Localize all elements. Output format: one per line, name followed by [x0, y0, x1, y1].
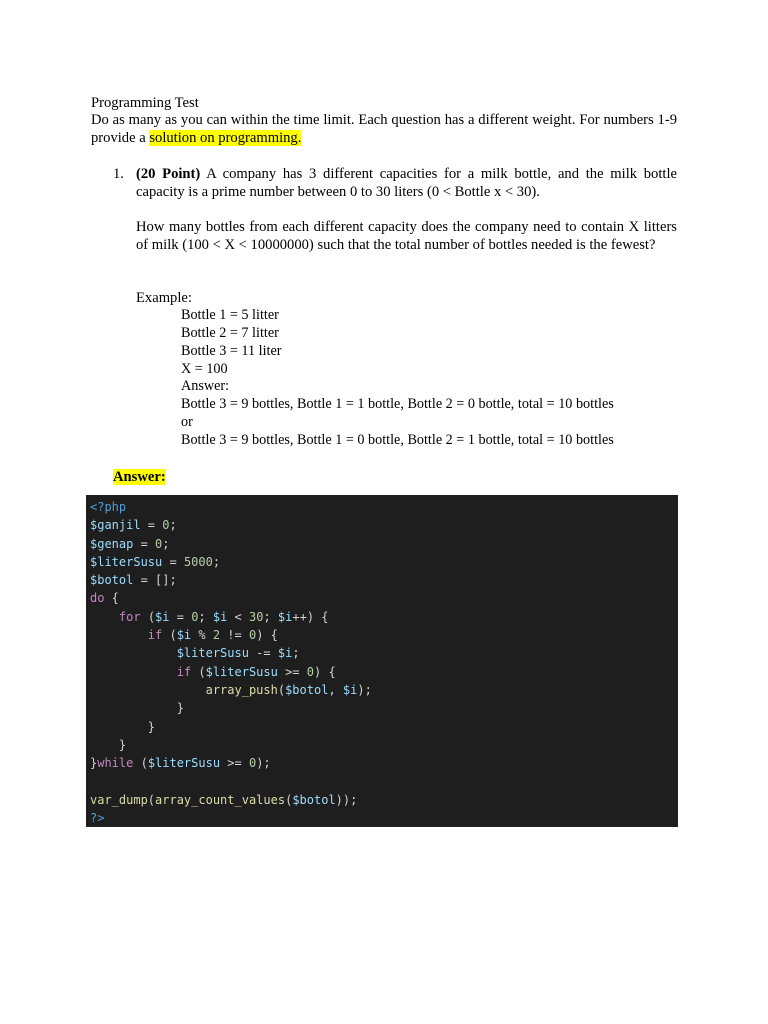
- instructions-paragraph: [91, 111, 677, 147]
- code-token: if: [147, 628, 163, 643]
- code-line: [86, 772, 678, 790]
- code-token: ;: [162, 536, 170, 551]
- example-line: Bottle 3 = 9 bottles, Bottle 1 = 0 bottle, Bottle 2 = 1 bottle, total = 10 bottles: [181, 431, 614, 448]
- question-points: (20 Point): [136, 166, 201, 182]
- code-token: $i: [277, 609, 293, 624]
- code-token: (: [277, 682, 286, 697]
- code-token: ) {: [314, 664, 336, 679]
- code-token: [90, 665, 177, 679]
- code-token: ;: [169, 518, 177, 533]
- answer-label-wrapper: [113, 468, 166, 486]
- code-token: $literSusu: [90, 554, 163, 569]
- code-line: [86, 663, 678, 681]
- code-token: !=: [220, 628, 249, 643]
- code-token: );: [357, 682, 372, 697]
- code-token: ) {: [256, 628, 278, 643]
- question-number: 1.: [113, 166, 124, 182]
- example-line: Answer:: [181, 378, 230, 395]
- code-token: 30: [249, 609, 264, 624]
- code-token: 0: [306, 664, 314, 679]
- code-token: $botol: [90, 573, 134, 588]
- code-token: ;: [263, 609, 278, 624]
- code-token: =: [140, 518, 163, 533]
- instructions-text: Do as many as you can within the time limit. Each question has a different weight. For numbers 1-9 provide a: [91, 112, 677, 146]
- code-line: [86, 589, 678, 607]
- code-token: $literSusu: [205, 664, 278, 679]
- code-token: (: [147, 792, 156, 807]
- code-token: (: [285, 792, 293, 807]
- code-token: (: [133, 756, 148, 771]
- code-token: -=: [248, 646, 278, 661]
- code-token: ?>: [90, 811, 105, 826]
- code-token: $botol: [285, 682, 329, 697]
- code-token: {: [104, 591, 119, 606]
- example-label: Example:: [136, 290, 192, 306]
- code-token: }: [90, 756, 98, 771]
- answer-label: Answer:: [113, 469, 166, 485]
- code-line: [86, 699, 678, 717]
- example-line: X = 100: [181, 360, 228, 377]
- highlighted-instruction: solution on programming.: [149, 130, 302, 146]
- code-token: = [];: [133, 573, 177, 588]
- code-token: =: [169, 609, 192, 624]
- code-token: $i: [176, 628, 192, 643]
- code-token: =: [162, 554, 184, 569]
- code-line: [86, 736, 678, 754]
- code-token: <: [227, 609, 250, 624]
- code-token: %: [191, 628, 213, 643]
- code-line: [86, 644, 678, 662]
- code-token: (: [140, 609, 156, 624]
- question-paragraph-2: How many bottles from each different capacity does the company need to contain X litters of milk (100 < X < 10000000) such that the total number of bottles needed is the fewest?: [136, 219, 677, 253]
- code-token: 2: [212, 628, 221, 643]
- code-token: [90, 683, 206, 697]
- code-line: [86, 718, 678, 736]
- code-token: 0: [162, 518, 170, 533]
- code-token: }: [90, 719, 156, 734]
- code-token: [90, 646, 177, 660]
- code-token: [90, 610, 119, 624]
- code-token: ;: [198, 609, 213, 624]
- example-line: or: [181, 414, 193, 431]
- code-token: $genap: [90, 536, 134, 551]
- code-token: 0: [248, 628, 257, 643]
- code-line: [86, 791, 678, 809]
- code-token: $botol: [292, 792, 336, 807]
- code-token: ;: [292, 646, 300, 661]
- code-line: [86, 553, 678, 571]
- code-token: $ganjil: [90, 518, 141, 533]
- code-line: [86, 809, 678, 827]
- code-token: for: [118, 609, 141, 624]
- code-token: while: [97, 756, 134, 771]
- question-paragraph-1: [136, 165, 677, 201]
- code-token: 5000: [183, 554, 213, 569]
- example-line: Bottle 3 = 9 bottles, Bottle 1 = 1 bottle, Bottle 2 = 0 bottle, total = 10 bottles: [181, 396, 614, 413]
- code-token: $literSusu: [176, 646, 249, 661]
- code-token: $literSusu: [147, 756, 221, 771]
- code-line: [86, 516, 678, 534]
- example-line: Bottle 2 = 7 litter: [181, 324, 279, 341]
- code-line: [86, 608, 678, 626]
- code-block: [86, 495, 678, 827]
- code-line: [86, 681, 678, 699]
- code-token: );: [256, 756, 271, 771]
- code-token: ++) {: [292, 609, 329, 624]
- code-line: [86, 754, 678, 772]
- code-token: ;: [212, 554, 221, 569]
- code-line: [86, 535, 678, 553]
- question-text-1: A company has 3 different capacities for a milk bottle, and the milk bottle capacity is a prime number between 0 to 30 liters (0 < Bottle x < 30).: [136, 166, 677, 200]
- code-token: >=: [220, 756, 249, 771]
- code-token: $i: [277, 646, 293, 661]
- code-token: (: [162, 628, 177, 643]
- code-token: (: [191, 664, 206, 679]
- code-token: do: [90, 591, 105, 606]
- code-token: array_push: [205, 682, 278, 697]
- example-line: Bottle 3 = 11 liter: [181, 342, 282, 359]
- code-token: =: [133, 536, 156, 551]
- code-token: <?php: [90, 500, 127, 514]
- code-token: $i: [155, 609, 170, 624]
- code-token: array_count_values: [155, 792, 286, 807]
- code-line: [86, 626, 678, 644]
- code-token: $i: [212, 609, 228, 624]
- code-token: 0: [191, 609, 199, 624]
- code-token: }: [90, 701, 184, 716]
- document-title: Programming Test: [91, 95, 199, 111]
- code-token: 0: [155, 536, 163, 551]
- code-token: 0: [248, 756, 257, 771]
- code-token: >=: [277, 664, 307, 679]
- code-token: $i: [342, 682, 358, 697]
- code-token: ));: [335, 792, 358, 807]
- code-token: [90, 628, 148, 642]
- code-token: }: [90, 737, 127, 752]
- code-token: if: [176, 664, 192, 679]
- code-line: [86, 571, 678, 589]
- code-token: var_dump: [90, 792, 148, 807]
- example-line: Bottle 1 = 5 litter: [181, 307, 279, 323]
- code-token: ,: [328, 682, 343, 697]
- code-line: [86, 498, 678, 516]
